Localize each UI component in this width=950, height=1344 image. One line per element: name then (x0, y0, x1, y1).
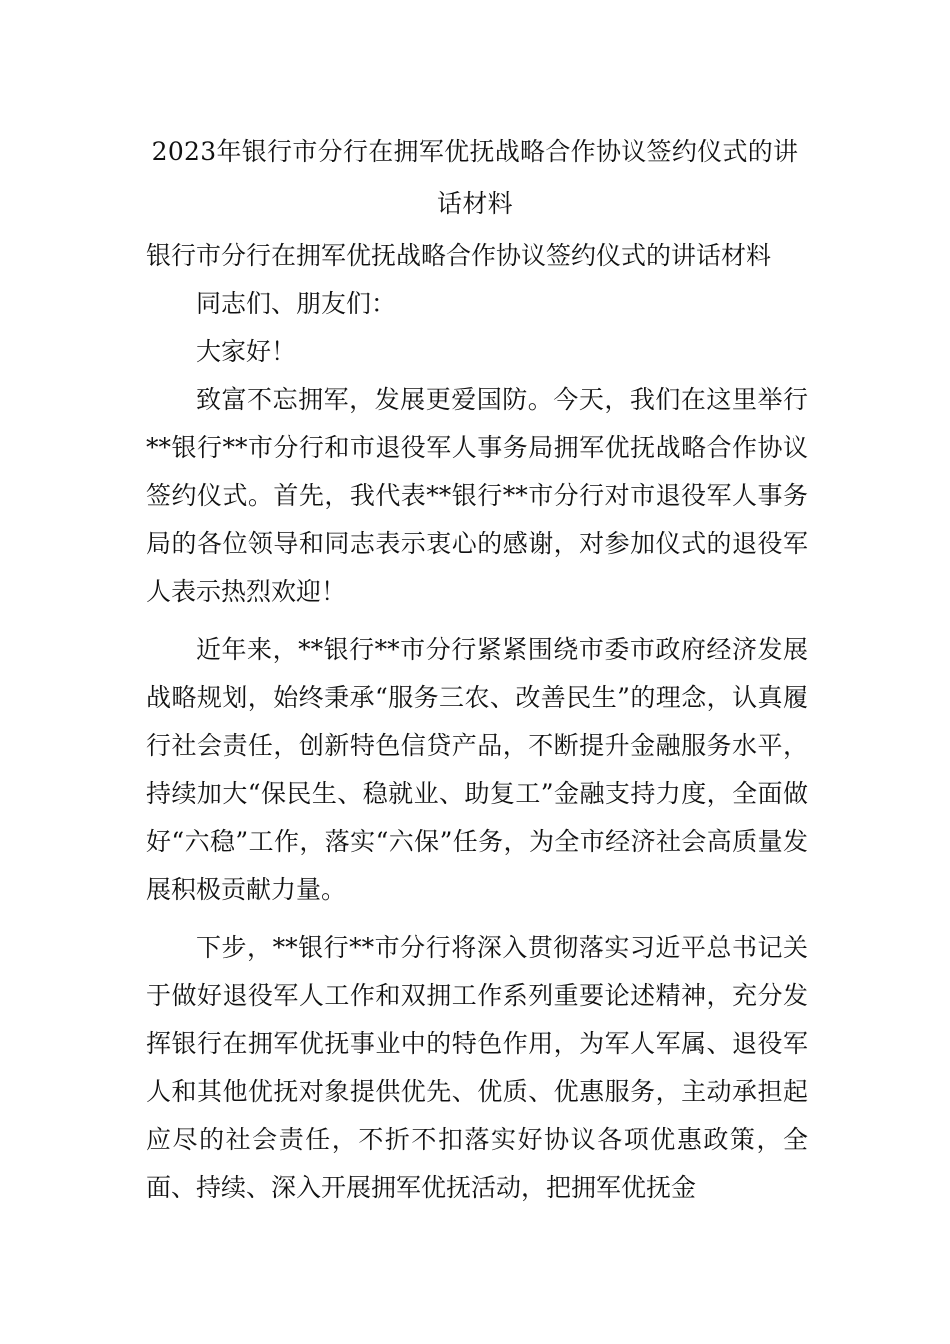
paragraph-next-steps: 下步，**银行**市分行将深入贯彻落实习近平总书记关于做好退役军人工作和双拥工作系列重要论述精神，充分发挥银行在拥军优抚事业中的特色作用，为军人军属、退役军人和其他优抚对象提供优先、优质、优惠服务，主动承担起应尽的社会责任，不折不扣落实好协议各项优惠政策，全面、持续、深入开展拥军优抚活动，把拥军优抚金 (146, 933, 808, 1202)
greeting-line: 同志们、朋友们： (196, 289, 397, 318)
document-body (146, 232, 808, 1212)
paragraph-opening: 致富不忘拥军，发展更爱国防。今天，我们在这里举行**银行**市分行和市退役军人事务局拥军优抚战略合作协议签约仪式。首先，我代表**银行**市分行对市退役军人事务局的各位领导和同志表示衷心的感谢，对参加仪式的退役军人表示热烈欢迎！ (146, 385, 808, 606)
document-subtitle: 银行市分行在拥军优抚战略合作协议签约仪式的讲话材料 (146, 241, 772, 270)
document-title: 2023年银行市分行在拥军优抚战略合作协议签约仪式的讲话材料 (151, 137, 799, 218)
paragraph-achievements: 近年来，**银行**市分行紧紧围绕市委市政府经济发展战略规划，始终秉承“服务三农、改善民生”的理念，认真履行社会责任，创新特色信贷产品，不断提升金融服务水平，持续加大“保民生、稳就业、助复工”金融支持力度，全面做好“六稳”工作，落实“六保”任务，为全市经济社会高质量发展积极贡献力量。 (146, 635, 808, 904)
salutation-line: 大家好！ (196, 337, 297, 366)
